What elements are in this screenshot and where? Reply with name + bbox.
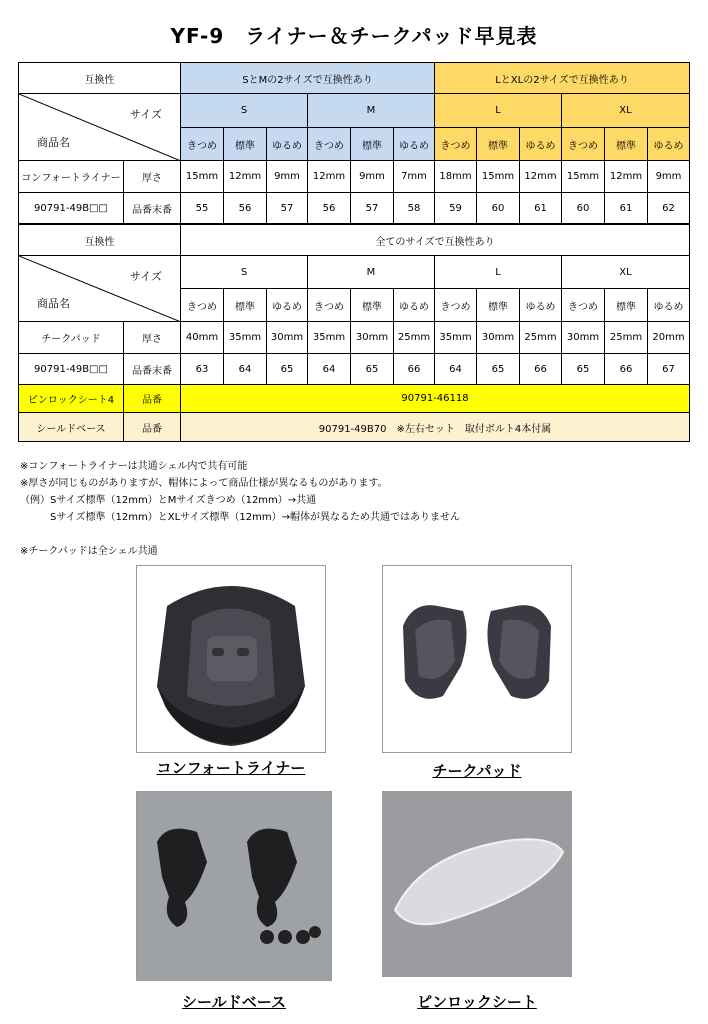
suffix-cell: 64: [224, 354, 267, 385]
liner-table: [18, 62, 690, 224]
suffix-label: 品番末番: [124, 354, 181, 385]
size-m: M: [308, 256, 435, 289]
shield-base-label: 品番: [124, 413, 181, 442]
thickness-cell: 9mm: [648, 161, 690, 193]
thickness-cell: 12mm: [605, 161, 648, 193]
size-xl: XL: [562, 94, 690, 128]
thickness-cell: 35mm: [224, 322, 267, 354]
fit-cell: 標準: [224, 289, 267, 322]
suffix-cell: 66: [605, 354, 648, 385]
thickness-cell: 12mm: [520, 161, 562, 193]
size-label: サイズ: [129, 270, 162, 283]
size-s: S: [181, 256, 308, 289]
note-line: ※厚さが同じものがありますが、帽体によって商品仕様が異なるものがあります。: [20, 478, 388, 489]
fit-cell: 標準: [605, 128, 648, 161]
thickness-cell: 9mm: [351, 161, 394, 193]
suffix-cell: 57: [267, 193, 308, 224]
fit-cell: きつめ: [562, 128, 605, 161]
thickness-cell: 25mm: [520, 322, 562, 354]
fit-cell: ゆるめ: [520, 128, 562, 161]
compat-lxl: LとXLの2サイズで互換性あり: [435, 63, 690, 94]
thickness-cell: 30mm: [477, 322, 520, 354]
suffix-cell: 56: [224, 193, 267, 224]
fit-cell: ゆるめ: [267, 128, 308, 161]
thickness-cell: 9mm: [267, 161, 308, 193]
fit-cell: ゆるめ: [648, 128, 690, 161]
size-l: L: [435, 256, 562, 289]
shield-base-caption: シールドベース: [182, 993, 286, 1011]
suffix-cell: 60: [477, 193, 520, 224]
suffix-cell: 59: [435, 193, 477, 224]
size-l: L: [435, 94, 562, 128]
compat-all: 全てのサイズで互換性あり: [181, 225, 690, 256]
fit-cell: きつめ: [435, 128, 477, 161]
suffix-cell: 65: [562, 354, 605, 385]
thickness-cell: 7mm: [394, 161, 435, 193]
suffix-cell: 55: [181, 193, 224, 224]
suffix-cell: 62: [648, 193, 690, 224]
thickness-cell: 20mm: [648, 322, 690, 354]
fit-cell: 標準: [224, 128, 267, 161]
suffix-cell: 65: [351, 354, 394, 385]
thickness-cell: 15mm: [477, 161, 520, 193]
fit-cell: 標準: [605, 289, 648, 322]
thickness-cell: 15mm: [562, 161, 605, 193]
suffix-label: 品番末番: [124, 193, 181, 224]
compat-sm: SとMの2サイズで互換性あり: [181, 63, 435, 94]
suffix-cell: 57: [351, 193, 394, 224]
fit-cell: きつめ: [435, 289, 477, 322]
shield-base-name: シールドベース: [19, 413, 124, 442]
liner-photo: [136, 565, 326, 753]
liner-caption: コンフォートライナー: [156, 759, 306, 777]
thickness-cell: 12mm: [308, 161, 351, 193]
suffix-cell: 64: [435, 354, 477, 385]
size-s: S: [181, 94, 308, 128]
fit-cell: ゆるめ: [520, 289, 562, 322]
cheek-pad-caption: チークパッド: [432, 762, 522, 780]
thickness-cell: 30mm: [562, 322, 605, 354]
fit-cell: きつめ: [308, 289, 351, 322]
thickness-cell: 18mm: [435, 161, 477, 193]
fit-cell: 標準: [351, 289, 394, 322]
fit-cell: ゆるめ: [394, 289, 435, 322]
size-product-header: [19, 256, 181, 322]
fit-cell: きつめ: [308, 128, 351, 161]
product-name-label: 商品名: [37, 136, 70, 149]
compat-label: 互換性: [19, 63, 181, 94]
suffix-cell: 58: [394, 193, 435, 224]
note-line: Sサイズ標準（12mm）とXLサイズ標準（12mm）→帽体が異なるため共通ではありません: [20, 512, 460, 523]
size-m: M: [308, 94, 435, 128]
thickness-cell: 25mm: [394, 322, 435, 354]
fit-cell: ゆるめ: [394, 128, 435, 161]
note-line: [20, 526, 460, 543]
suffix-cell: 65: [477, 354, 520, 385]
thickness-cell: 15mm: [181, 161, 224, 193]
notes: [20, 458, 460, 560]
pinlock-photo: [382, 791, 572, 977]
thickness-cell: 12mm: [224, 161, 267, 193]
thickness-cell: 30mm: [267, 322, 308, 354]
suffix-cell: 63: [181, 354, 224, 385]
suffix-cell: 61: [605, 193, 648, 224]
fit-cell: 標準: [477, 289, 520, 322]
item-name: チークパッド: [19, 322, 124, 354]
pinlock-part-number: 90791-46118: [181, 385, 690, 413]
thickness-cell: 35mm: [308, 322, 351, 354]
product-name-label: 商品名: [37, 297, 70, 310]
suffix-cell: 61: [520, 193, 562, 224]
page-title: YF-9 ライナー＆チークパッド早見表: [170, 24, 538, 48]
suffix-cell: 67: [648, 354, 690, 385]
shield-base-photo: [136, 791, 332, 981]
cheek-table: [18, 224, 690, 442]
thickness-cell: 40mm: [181, 322, 224, 354]
fit-cell: 標準: [477, 128, 520, 161]
fit-cell: きつめ: [181, 128, 224, 161]
size-label: サイズ: [129, 108, 162, 121]
diagonal-line: [19, 94, 181, 161]
pinlock-caption: ピンロックシート: [417, 993, 537, 1011]
part-number: 90791-49B□□: [19, 193, 124, 224]
thickness-cell: 35mm: [435, 322, 477, 354]
fit-cell: きつめ: [181, 289, 224, 322]
thickness-cell: 30mm: [351, 322, 394, 354]
diagonal-line: [19, 256, 181, 322]
thickness-cell: 25mm: [605, 322, 648, 354]
fit-cell: 標準: [351, 128, 394, 161]
note-line: ※チークパッドは全シェル共通: [20, 546, 158, 557]
part-number: 90791-49B□□: [19, 354, 124, 385]
fit-cell: ゆるめ: [648, 289, 690, 322]
item-name: コンフォートライナー: [19, 161, 124, 193]
note-line: （例）Sサイズ標準（12mm）とMサイズきつめ（12mm）→共通: [20, 495, 317, 506]
suffix-cell: 60: [562, 193, 605, 224]
suffix-cell: 56: [308, 193, 351, 224]
size-product-header: [19, 94, 181, 161]
thickness-label: 厚さ: [124, 161, 181, 193]
suffix-cell: 65: [267, 354, 308, 385]
thickness-label: 厚さ: [124, 322, 181, 354]
pinlock-label: 品番: [124, 385, 181, 413]
cheek-pad-photo: [382, 565, 572, 753]
suffix-cell: 64: [308, 354, 351, 385]
note-line: ※コンフォートライナーは共通シェル内で共有可能: [20, 461, 248, 472]
pinlock-name: ピンロックシート4: [19, 385, 124, 413]
fit-cell: きつめ: [562, 289, 605, 322]
shield-base-part-number: 90791-49B70 ※左右セット 取付ボルト4本付属: [181, 413, 690, 442]
suffix-cell: 66: [520, 354, 562, 385]
suffix-cell: 66: [394, 354, 435, 385]
compat-label: 互換性: [19, 225, 181, 256]
size-xl: XL: [562, 256, 690, 289]
fit-cell: ゆるめ: [267, 289, 308, 322]
